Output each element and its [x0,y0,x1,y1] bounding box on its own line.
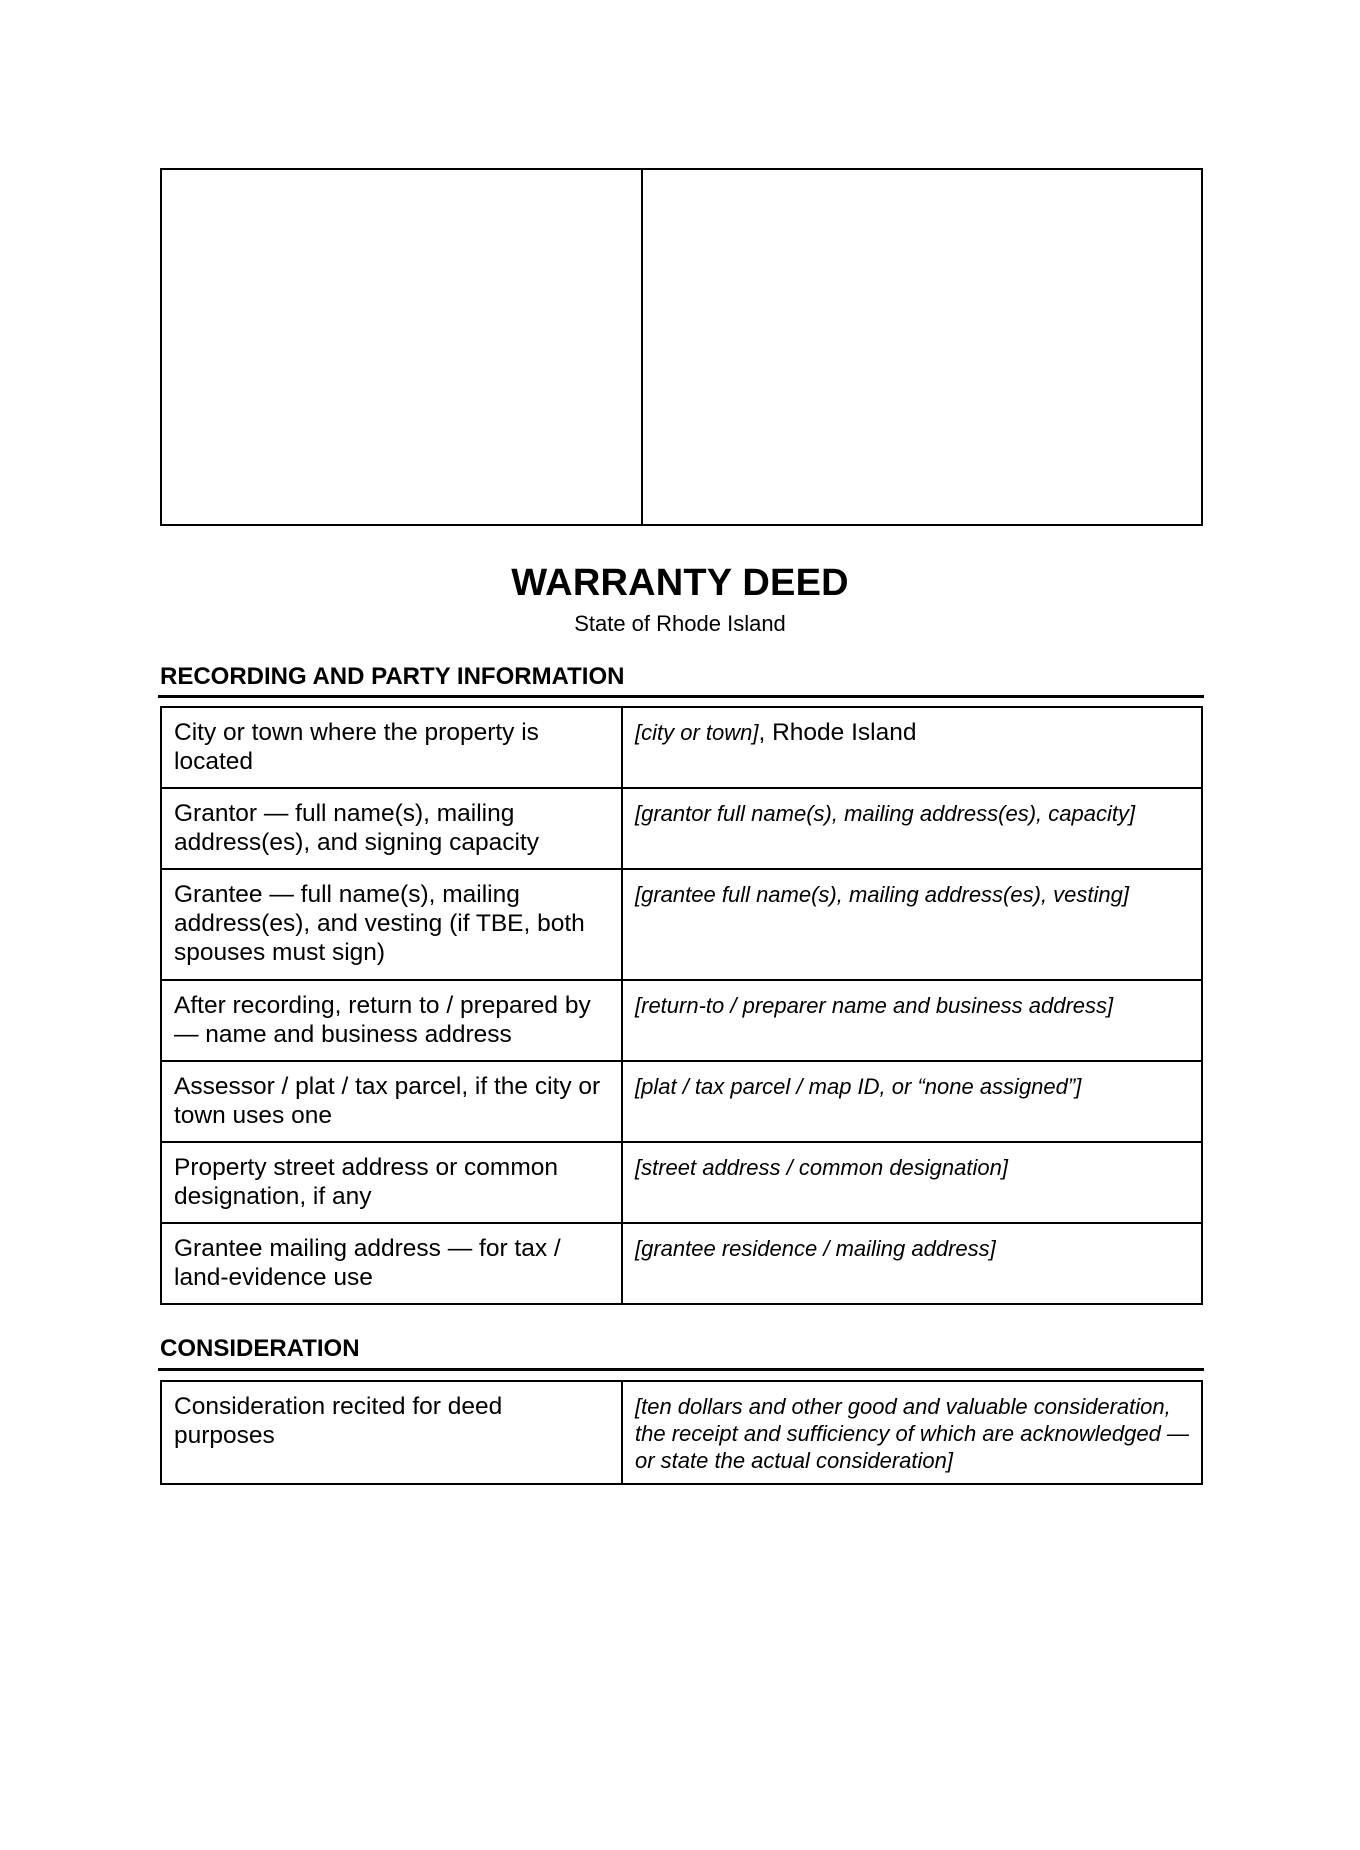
row-label: After recording, return to / prepared by — name and business address [161,980,622,1061]
placeholder-text: [grantee full name(s), mailing address(es), vesting] [635,882,1129,907]
recording-space-left [162,170,643,524]
row-label: Property street address or common designation, if any [161,1142,622,1223]
row-value[interactable] [622,1061,1202,1142]
section-rule [158,1368,1204,1371]
row-label: Grantee mailing address — for tax / land-evidence use [161,1223,622,1304]
row-value[interactable] [622,980,1202,1061]
placeholder-text: [grantor full name(s), mailing address(es), capacity] [635,801,1136,826]
row-value[interactable] [622,869,1202,980]
row-value[interactable] [622,707,1202,788]
section-rule [158,695,1204,698]
row-label: Consideration recited for deed purposes [161,1381,622,1484]
consideration-table [160,1380,1203,1485]
table-row [161,869,1202,980]
row-label: Assessor / plat / tax parcel, if the city or town uses one [161,1061,622,1142]
placeholder-text: [street address / common designation] [635,1155,1008,1180]
row-value[interactable] [622,1381,1202,1484]
placeholder-text: [return-to / preparer name and business address] [635,993,1114,1018]
table-row [161,707,1202,788]
row-label: Grantor — full name(s), mailing address(es), and signing capacity [161,788,622,869]
section-heading-consideration: CONSIDERATION [160,1335,360,1362]
row-value[interactable] [622,1142,1202,1223]
row-label: Grantee — full name(s), mailing address(es), and vesting (if TBE, both spouses must sign) [161,869,622,980]
table-row [161,788,1202,869]
recording-space-right [643,170,1201,524]
placeholder-text: [plat / tax parcel / map ID, or “none assigned”] [635,1074,1082,1099]
table-row [161,980,1202,1061]
row-value[interactable] [622,1223,1202,1304]
placeholder-text: [grantee residence / mailing address] [635,1236,996,1261]
document-subtitle: State of Rhode Island [574,611,786,636]
document-title: WARRANTY DEED [511,562,849,604]
row-value[interactable] [622,788,1202,869]
placeholder-text: [city or town] [635,720,759,745]
section-heading-recording: RECORDING AND PARTY INFORMATION [160,663,625,690]
table-row [161,1381,1202,1484]
placeholder-text: [ten dollars and other good and valuable consideration, the receipt and sufficiency of which are acknowledged — or state the actual consideration] [635,1394,1189,1473]
table-row [161,1061,1202,1142]
value-suffix: , Rhode Island [758,719,917,746]
row-label: City or town where the property is located [161,707,622,788]
recording-space-box [160,168,1203,526]
recording-party-table [160,706,1203,1305]
table-row [161,1142,1202,1223]
table-row [161,1223,1202,1304]
